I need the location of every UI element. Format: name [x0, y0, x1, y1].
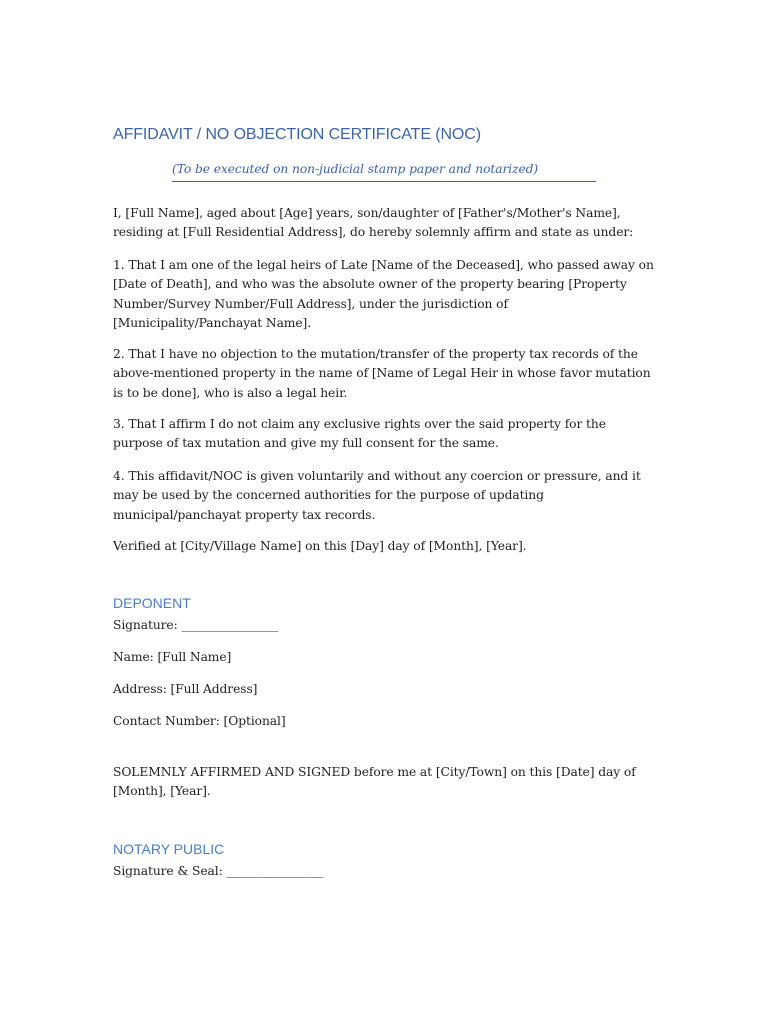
clause-3: 3. That I affirm I do not claim any exclusive rights over the said property for the purpose of tax mutation and give my full consent for the same. — [113, 417, 606, 451]
clause-1: 1. That I am one of the legal heirs of Late [Name of the Deceased], who passed away on [Date of Death], and who was the absolute owner of the property bearing [Property Number/Survey Number/Full Address], under the jurisdiction of [Municipality/Panchayat Name]. — [113, 258, 654, 331]
notary-heading: NOTARY PUBLIC — [113, 841, 225, 857]
verification-line: Verified at [City/Village Name] on this [Day] day of [Month], [Year]. — [113, 539, 527, 553]
subtitle-underline — [172, 162, 596, 182]
notary-signature-line: Signature & Seal: ________________ — [113, 864, 324, 878]
deponent-contact-line: Contact Number: [Optional] — [113, 714, 286, 728]
intro-paragraph: I, [Full Name], aged about [Age] years, son/daughter of [Father's/Mother's Name], residing at [Full Residential Address], do hereby solemnly affirm and state as under: — [113, 206, 634, 240]
clause-2: 2. That I have no objection to the mutation/transfer of the property tax records of the above-mentioned property in the name of [Name of Legal Heir in whose favor mutation is to be done], who is also a legal heir. — [113, 347, 651, 400]
deponent-signature-line: Signature: ________________ — [113, 618, 279, 632]
clause-4: 4. This affidavit/NOC is given voluntarily and without any coercion or pressure, and it may be used by the concerned authorities for the purpose of updating municipal/panchayat property tax records. — [113, 469, 641, 522]
deponent-address-line: Address: [Full Address] — [113, 682, 258, 696]
deponent-name-line: Name: [Full Name] — [113, 650, 232, 664]
document-title: AFFIDAVIT / NO OBJECTION CERTIFICATE (NOC) — [113, 126, 481, 143]
affirmation-paragraph: SOLEMNLY AFFIRMED AND SIGNED before me at [City/Town] on this [Date] day of [Month], [Year]. — [113, 765, 636, 799]
deponent-heading: DEPONENT — [113, 595, 191, 611]
document-subtitle: (To be executed on non-judicial stamp paper and notarized) — [172, 162, 539, 176]
